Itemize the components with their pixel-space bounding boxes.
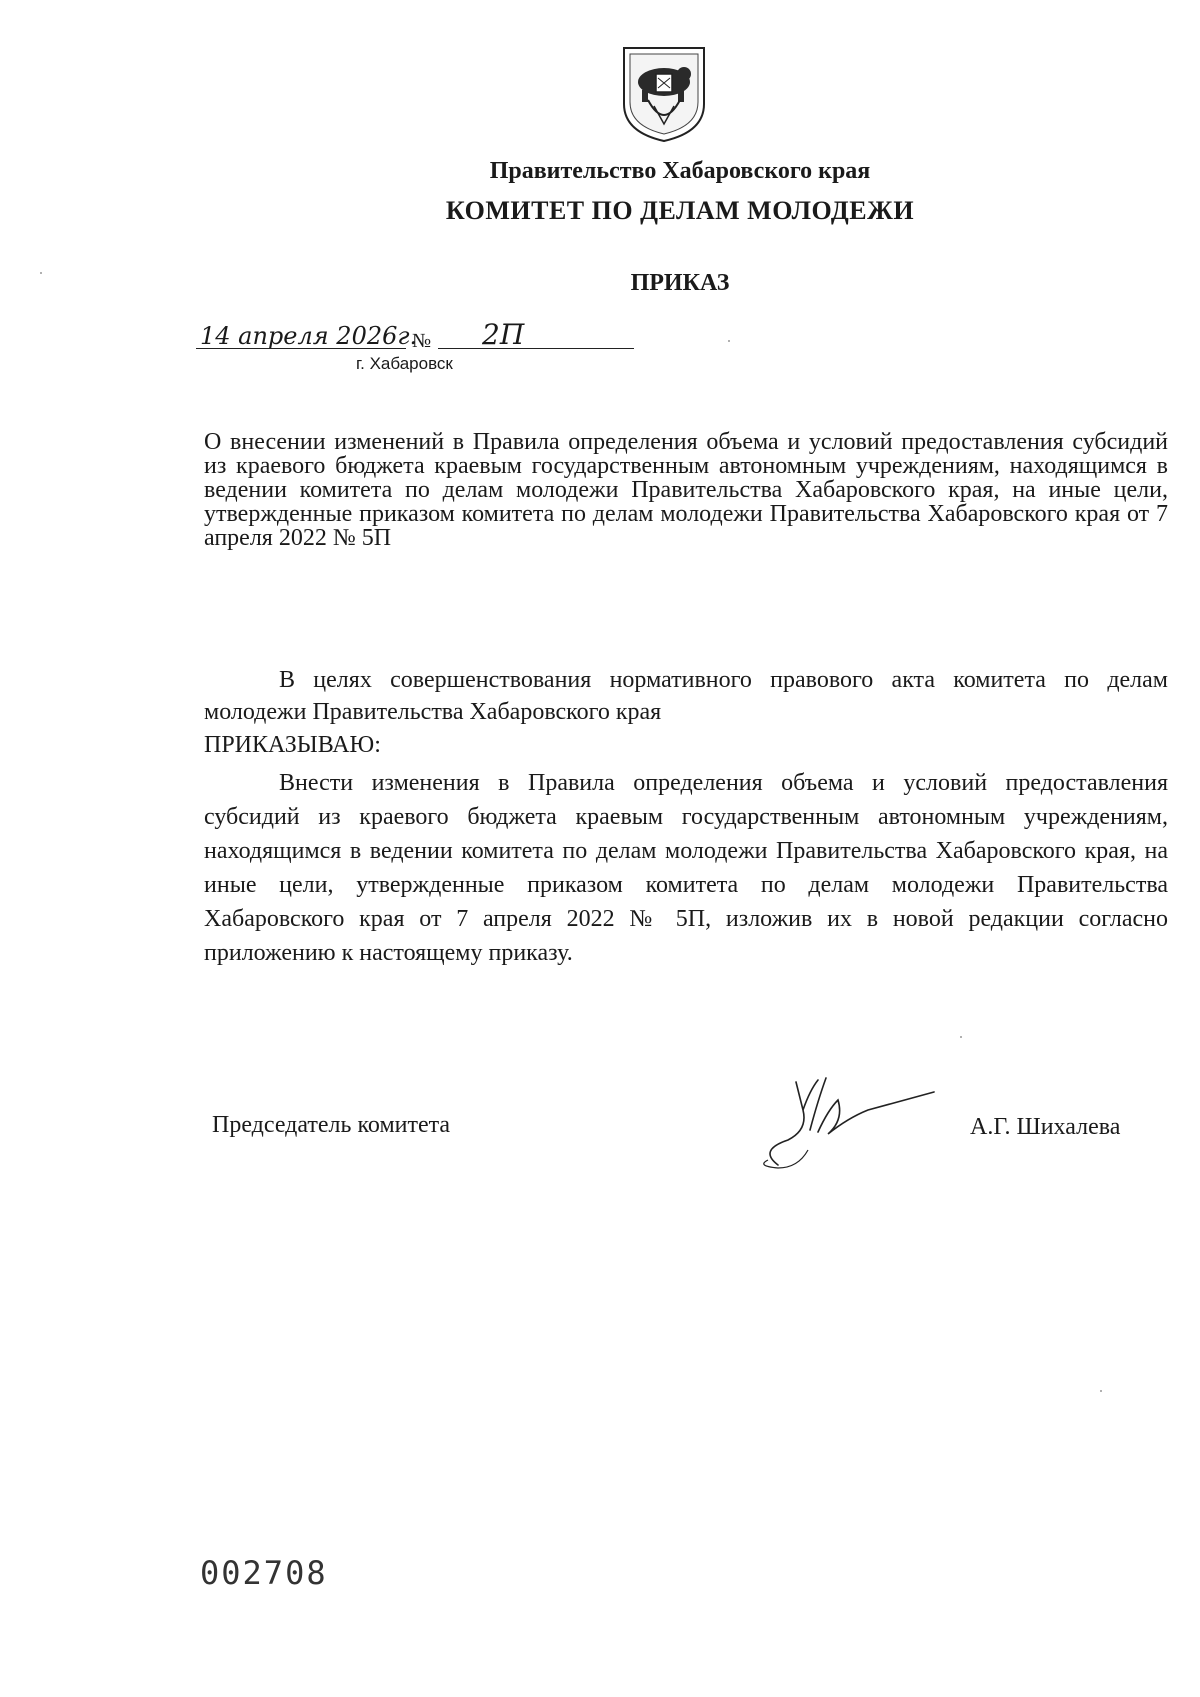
signer-position: Председатель комитета (212, 1112, 451, 1138)
scan-speck (728, 340, 730, 342)
scan-speck (1100, 1390, 1102, 1392)
number-underline (438, 348, 634, 349)
government-name: Правительство Хабаровского края (489, 158, 871, 184)
scan-speck (40, 272, 42, 274)
document-type-title: ПРИКАЗ (630, 270, 730, 296)
number-sign: № (412, 330, 432, 352)
date-underline (196, 348, 406, 349)
scan-speck (960, 1036, 962, 1038)
order-subject: О внесении изменений в Правила определения объема и условий предоставления субсидий из краевого бюджета краевым государственным автономным учреждениям, находящимся в ведении комитета по делам молодежи Правительства Хабаровского края, на иные цели, утвержденные приказом комитета по делам молодежи Правительства Хабаровского края от 7 апреля 2022 № 5П (204, 429, 1168, 551)
committee-name: КОМИТЕТ ПО ДЕЛАМ МОЛОДЕЖИ (445, 196, 915, 225)
orders-keyword: ПРИКАЗЫВАЮ: (204, 732, 381, 758)
form-serial-number: 002708 (200, 1554, 328, 1592)
order-date: 14 апреля 2026г. (200, 322, 418, 350)
preamble-paragraph: В целях совершенствования нормативного правового акта комитета по делам молодежи Правительства Хабаровского края (204, 667, 1168, 725)
coat-of-arms-emblem (618, 44, 710, 144)
signer-name: А.Г. Шихалева (970, 1114, 1121, 1140)
decision-paragraph: Внести изменения в Правила определения объема и условий предоставления субсидий из краевого бюджета краевым государственным автономным учреждениям, находящимся в ведении комитета по делам молодежи Правительства Хабаровского края, на иные цели, утвержденные приказом комитета по делам молодежи Правительства Хабаровского края от 7 апреля 2022 № 5П, изложив их в новой редакции согласно приложению к настоящему приказу. (204, 770, 1168, 966)
handwritten-signature (748, 1070, 938, 1170)
order-number: 2П (482, 318, 525, 351)
city-name: г. Хабаровск (356, 354, 453, 373)
